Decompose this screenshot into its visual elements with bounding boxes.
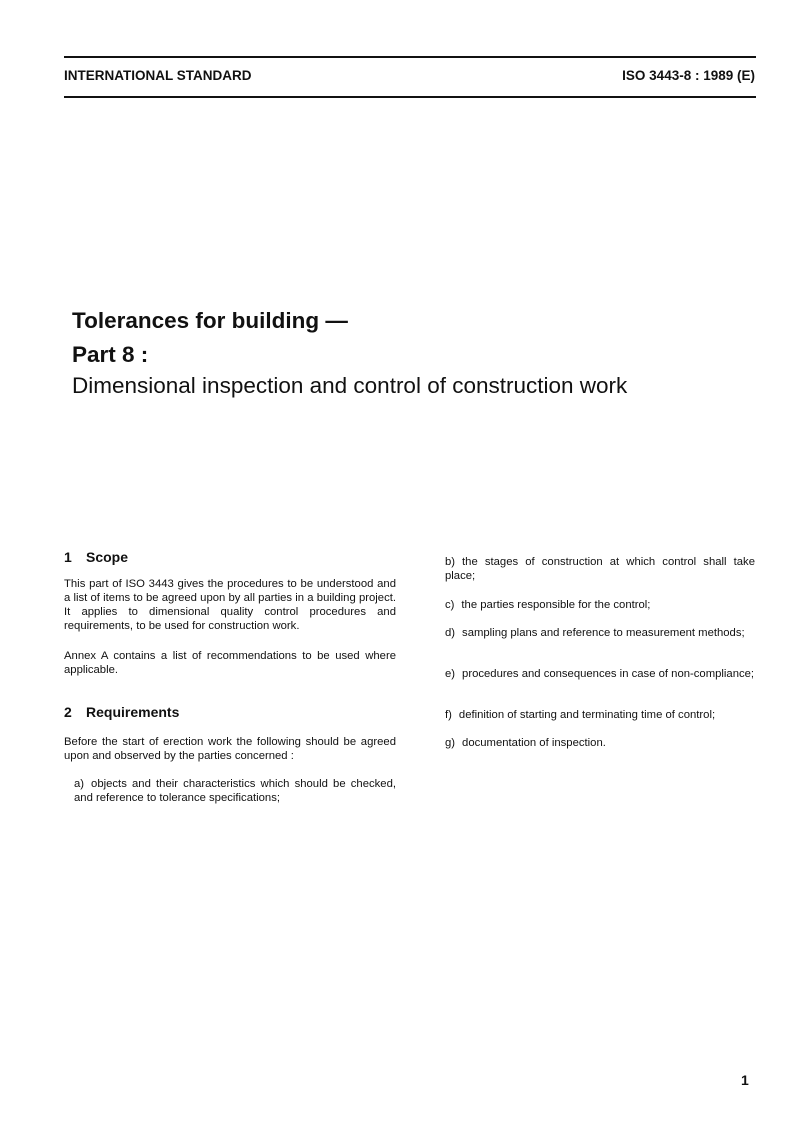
header-standard-number: ISO 3443-8 : 1989 (E) <box>622 68 755 83</box>
item-text: procedures and consequences in case of non-compliance; <box>462 668 755 680</box>
scope-paragraph: This part of ISO 3443 gives the procedures to be understood and a list of items to be agreed upon by all parties in a building project. It applies to dimensional quality control procedures and requirements, to be used for construction work. <box>64 578 396 632</box>
part-subtitle: Dimensional inspection and control of construction work <box>72 373 628 398</box>
item-label: a) <box>74 778 85 790</box>
section-heading-requirements <box>64 704 179 720</box>
annex-paragraph: Annex A contains a list of recommendations to be used where applicable. <box>64 650 396 676</box>
header-standard-type: INTERNATIONAL STANDARD <box>64 68 252 83</box>
item-text: definition of starting and terminating time of control; <box>458 709 716 721</box>
list-item <box>445 667 755 681</box>
section-title: Scope <box>86 549 129 565</box>
page-number: 1 <box>741 1072 749 1088</box>
item-text: the stages of construction at which control shall take place; <box>445 556 755 582</box>
section-number: 1 <box>64 549 72 565</box>
part-number: Part 8 : <box>72 342 149 367</box>
item-label: f) <box>445 709 452 721</box>
item-label: c) <box>445 599 455 611</box>
list-item <box>74 777 396 805</box>
item-label: e) <box>445 668 456 680</box>
item-text: documentation of inspection. <box>462 737 606 749</box>
list-item <box>445 626 755 640</box>
section-number: 2 <box>64 704 72 720</box>
document-title: Tolerances for building — <box>72 308 348 333</box>
list-item <box>445 555 755 583</box>
item-text: the parties responsible for the control; <box>461 599 651 611</box>
item-label: b) <box>445 556 456 568</box>
item-text: objects and their characteristics which should be checked, and reference to tolerance specifications; <box>74 778 396 804</box>
section-heading-scope <box>64 549 128 565</box>
item-label: g) <box>445 737 456 749</box>
item-label: d) <box>445 627 456 639</box>
header-top-rule <box>64 56 756 58</box>
requirements-intro: Before the start of erection work the following should be agreed upon and observed by the parties concerned : <box>64 736 396 762</box>
list-item <box>445 598 755 612</box>
header-bottom-rule <box>64 96 756 98</box>
section-title: Requirements <box>86 704 180 720</box>
item-text: sampling plans and reference to measurement methods; <box>462 627 745 639</box>
list-item <box>445 736 755 750</box>
list-item <box>445 708 755 722</box>
